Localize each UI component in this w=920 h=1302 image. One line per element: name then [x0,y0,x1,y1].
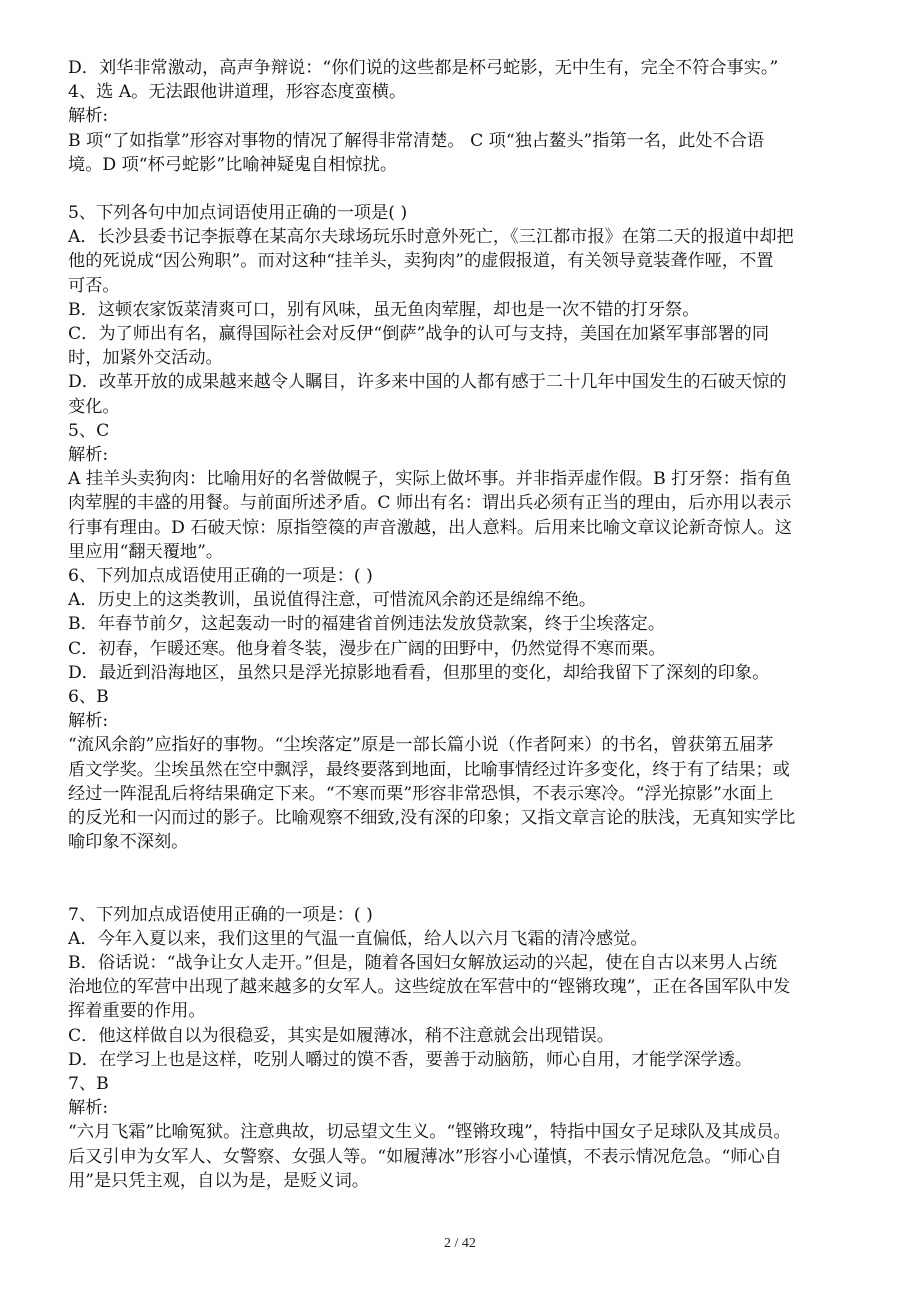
text-line: B．这顿农家饭菜清爽可口，别有风味，虽无鱼肉荤腥，却也是一次不错的打牙祭。 [68,299,700,320]
text-line: 解析: [68,106,109,127]
text-line: 的反光和一闪而过的影子。比喻观察不细致,没有深的印象；又指文章言论的肤浅，无真知实学比 [68,808,796,829]
text-line: 用”是只凭主观，自以为是，是贬义词。 [68,1170,369,1191]
text-line: A 挂羊头卖狗肉：比喻用好的名誉做幌子，实际上做坏事。并非指弄虚作假。B 打牙祭：指有鱼 [68,469,792,490]
text-line: D．刘华非常激动，高声争辩说：“你们说的这些都是杯弓蛇影，无中生有，完全不符合事实。” [68,58,779,78]
text-line: 可否。 [68,275,120,296]
text-line: A．长沙县委书记李振尊在某高尔夫球场玩乐时意外死亡，《三江都市报》在第二天的报道中却把 [68,227,794,248]
text-line: D．最近到沿海地区，虽然只是浮光掠影地看看，但那里的变化，却给我留下了深刻的印象。 [68,662,770,683]
text-line: B．年春节前夕，这起轰动一时的福建省首例违法发放贷款案，终于尘埃落定。 [68,614,666,635]
text-line: 时，加紧外交活动。 [68,348,223,369]
text-line: 境。D 项“杯弓蛇影”比喻神疑鬼自相惊扰。 [68,154,398,175]
answer-7: 7、B [68,1073,109,1094]
text-line: 喻印象不深刻。 [68,832,189,853]
text-line: 肉荤腥的丰盛的用餐。与前面所述矛盾。C 师出有名：谓出兵必须有正当的理由，后亦用以表示 [68,493,792,514]
text-line: 里应用“翻天覆地”。 [68,541,224,562]
text-line: C．为了师出有名，赢得国际社会对反伊“倒萨”战争的认可与支持，美国在加紧军事部署的同 [68,324,770,345]
text-line: C．初春，乍暖还寒。他身着冬装，漫步在广阔的田野中，仍然觉得不寒而栗。 [68,638,666,659]
text-line: 经过一阵混乱后将结果确定下来。“不寒而栗”形容非常恐惧，不表示寒冷。“浮光掠影”水面上 [68,783,774,804]
text-line: 挥着重要的作用。 [68,1001,206,1022]
text-line: B．俗话说：“战争让女人走开。”但是，随着各国妇女解放运动的兴起，使在自古以来男人占统 [68,952,778,973]
text-line: A．历史上的这类教训，虽说值得注意，可惜流风余韵还是绵绵不绝。 [68,590,597,611]
document-body [68,56,860,1193]
text-line: 解析: [68,445,109,466]
text-line: “六月飞霜”比喻冤狱。注意典故，切忌望文生义。“铿锵玫瑰”，特指中国女子足球队及其成员。 [68,1122,791,1143]
text-line: 盾文学奖。尘埃虽然在空中飘浮，最终要落到地面，比喻事情经过许多变化，终于有了结果；或 [68,759,790,780]
answer-6: 6、B [68,687,109,708]
question-7-stem: 7、下列加点成语使用正确的一项是：( ) [68,904,373,925]
question-5-stem: 5、下列各句中加点词语使用正确的一项是( ) [68,203,408,224]
text-line: B 项“了如指掌”形容对事物的情况了解得非常清楚。 C 项“独占鳌头”指第一名，此处不合语 [68,130,765,151]
page-number: 2 / 42 [444,1236,476,1251]
text-line: 变化。 [68,396,120,417]
text-line: 后又引申为女军人、女警察、女强人等。“如履薄冰”形容小心谨慎，不表示情况危急。“师心自 [68,1146,782,1167]
text-line: 解析: [68,1098,109,1119]
text-line: 治地位的军营中出现了越来越多的女军人。这些绽放在军营中的“铿锵玫瑰”，正在各国军队中发 [68,977,791,998]
text-line: D．改革开放的成果越来越令人瞩目，许多来中国的人都有感于二十几年中国发生的石破天惊的 [68,372,787,393]
text-line: 解析: [68,711,109,732]
paragraph-gap [68,177,860,201]
text-line: 他的死说成“因公殉职”。而对这种“挂羊头，卖狗肉”的虚假报道，有关领导竟装聋作哑，不置 [68,251,774,272]
paragraph-gap [68,855,860,903]
text-line: D．在学习上也是这样，吃别人嚼过的馍不香，要善于动脑筋，师心自用，才能学深学透。 [68,1049,753,1070]
question-6-stem: 6、下列加点成语使用正确的一项是：( ) [68,566,373,587]
text-line: C．他这样做自以为很稳妥，其实是如履薄冰，稍不注意就会出现错误。 [68,1025,614,1046]
text-line: 行事有理由。D 石破天惊：原指箜篌的声音激越，出人意料。后用来比喻文章议论新奇惊人。这 [68,517,792,538]
text-line: A．今年入夏以来，我们这里的气温一直偏低，给人以六月飞霜的清冷感觉。 [68,928,648,949]
text-line: 4、选 A。无法跟他讲道理，形容态度蛮横。 [68,82,407,103]
answer-5: 5、C [68,420,110,441]
text-line: “流风余韵”应指好的事物。“尘埃落定”原是一部长篇小说（作者阿来）的书名，曾获第五届茅 [68,735,774,756]
